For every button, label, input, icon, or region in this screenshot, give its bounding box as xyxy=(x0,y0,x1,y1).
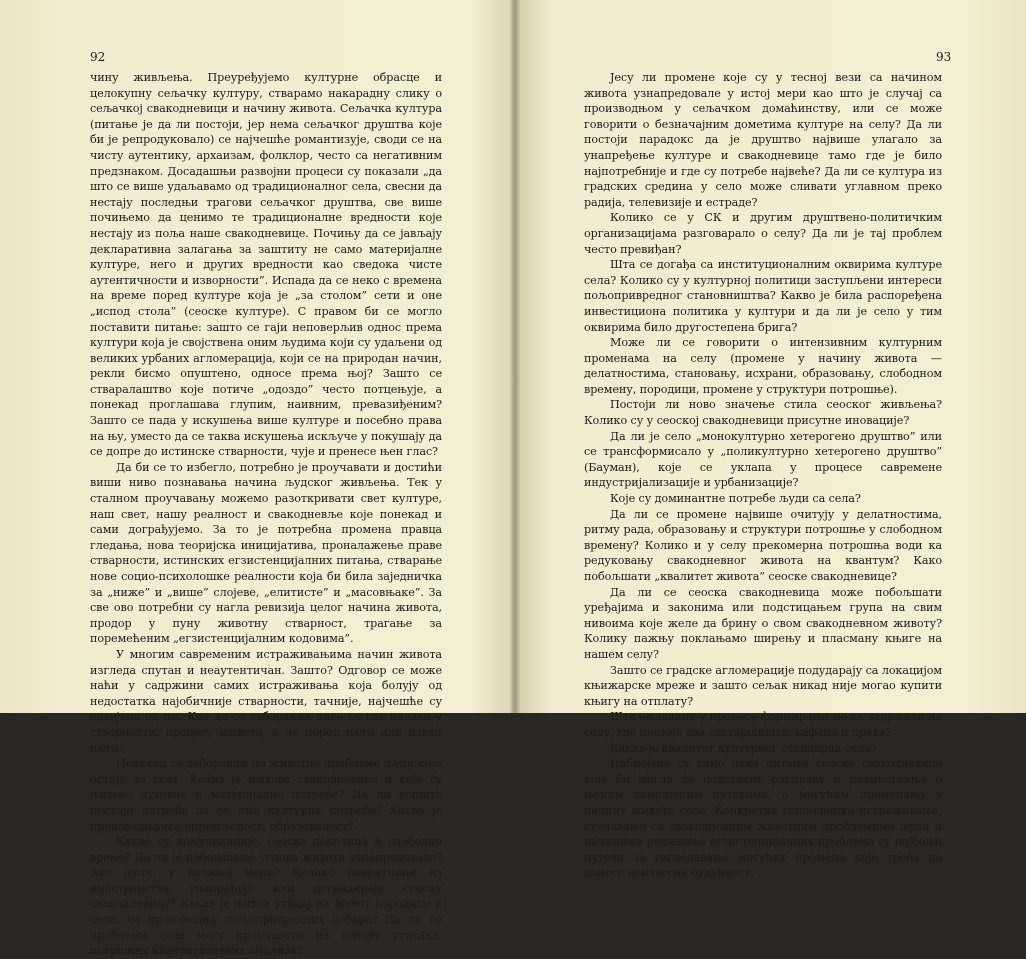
paragraph: Колико се у СК и другим друштвено-политичким организацијама разговарало о селу? Да ли је тај проблем често превиђан? xyxy=(584,211,942,256)
page-body xyxy=(90,70,442,959)
paragraph: Постоји ли ново значење стила сеоског живљења? Колико су у сеоској свакодневици присутне иновације? xyxy=(584,398,942,428)
paragraph: Понекад се заборавља на животне проблеме људи који остају на селу. Каква је њихова свакодневица и које су њихове духовне и материјалне потребе? Да ли уопште постоји потреба да се има културна потреба? Каква је производњачка опремљеност, образованост? xyxy=(90,757,442,833)
paragraph: Набројана су само нека питања сеоске свакодневице која би могла да подстакну расправу и размишљања о њеним замршеним путевима, о могућим променама у начину живота села. Конкретна социолошка истраживања, суочавање са свакодневним животним проблемима људи и начинима решавања егзистенцијалних проблема су најбољи путеви за сагледавање могућих промена које треба да донесе неизвесна будућност. xyxy=(584,757,942,880)
paragraph: Зашто се градске агломерације подударају са локацијом књижарске мреже и зашто сељак никад није могао купити књигу на отплату? xyxy=(584,663,942,708)
paragraph: Јесу ли промене које су у тесној вези са начином живота узнапредовале у истој мери као што је случај са производњом у сељачком домаћинству, или се може говорити о безначајним дометима културе на селу? Да ли постоји парадокс да је друштво највише улагало за унапређење културе и свакодневице тамо где је било најпотребније и где су потребе највеће? Да ли се култура из градских средина у село може сливати углавном преко радија, телевизије и естраде? xyxy=(584,71,942,209)
paragraph: Шта се догађа са институционалним оквирима културе села? Колико су у културној политици заступљени интереси пољопривредног становништва? Какво је била распоређена инвестициона политика у култури и да ли је село у тим оквирима било другостепена брига? xyxy=(584,258,942,334)
paragraph: Да ли се промене највише очитују у делатностима, ритму рада, образовању и структури потрошње у слободном времену? Колико и у селу прекомерна потрошња води ка редуковању свакодневног живота на квантум? Како побољшати „квалитет живота” сеоске свакодневице? xyxy=(584,507,942,583)
page-number: 92 xyxy=(90,50,106,64)
paragraph: Које су доминантне потребе људи са села? xyxy=(610,492,861,506)
page-body xyxy=(584,70,942,881)
paragraph: Да ли се сеоска свакодневица може побољшати уређајима и законима или подстицањем група на свим нивоима које желе да брину о свом свакодневном животу? Колику пажњу поклањамо ширењу и пласману књиге на нашем селу? xyxy=(584,585,942,661)
paragraph: Шта омладину у процесу формирања може задржати на селу, где постоје два састајалишта: кафана и црква? xyxy=(584,710,942,739)
paragraph: Какве су комуникације, сеоска доколица и слободно време? Да ли је побољшање услова живота узнапредовало? Ако јесте, у коликој мери? Колико повратници из иностранства унапређују или деградирају сеоску свакодневицу? Какав је њихов утицај на живот породице и села, на производњу пољопривредних добара? Да ли се проблеми села могу проучавати на основу утисака, површних квантитативних анализа? xyxy=(90,835,442,958)
right-page xyxy=(516,0,1026,880)
paragraph: чину живљења. Преуређујемо културне обрасце и целокупну сељачку културу, стварамо накарадну слику о сељачкој свакодневици и начину живота. Сељачка култура (питање је да ли постоји, јер нема сељачког друштва које би је репродуковало) се најчешће романтизује, своди се на чисту аутентику, архаизам, фолклор, често са негативним предзнаком. Досадашњи развојни процеси су показали „да што се више удаљавамо од традиционалног села, свесни да нестају последњи трагови сељачког друштва, све више почињемо да ценимо те традиционалне вредности које нестају из поља наше свакодневице. Почињу да се јављају декларативна залагања за заштиту не само материјалне културе, него и других вредности као сведока чисте аутентичности и изворности”. Испада да се неко с времена на време поред културе која је „за столом” сети и оне „испод стола” (сеоске културе). С правом би се могло поставити питање: зашто се гаји неповерљив однос према култури која је својствена оним људима који су удаљени од великих урбаних агломерација, који се на природан начин, рекли бисмо опуштено, односе према њој? Зашто се стваралаштво које потиче „одоздо” често потцењује, а понекад проглашава глупим, наивним, превазиђеним? Зашто се пада у искушења више културе и посебно права на њу, уместо да се таква искушења искључе у покушају да се допре до истинске стварности, чује и пренесе њен глас? xyxy=(90,71,442,459)
paragraph: Какав је квалитет културног стандарда села? xyxy=(610,741,877,755)
page-number: 93 xyxy=(936,50,952,64)
paragraph: Може ли се говорити о интензивним културним променама на селу (промене у начину живота — делатностима, становању, исхрани, образовању, слободном времену, породици, промене у структури потрошње). xyxy=(584,336,942,396)
paragraph: Да би се то избегло, потребно је проучавати и достићи виши ниво познавања начина људског живљења. Тек у сталном проучавању можемо разоткривати свет културе, наш свет, нашу реалност и свакодневље које понекад и сами дограђујемо. За то је потребна промена правца гледања, нова теоријска иницијатива, проналажење праве стварности, истинских егзистенцијалних питања, стварање нове социо-психолошке реалности која би била заједничка за „ниже” и „више” слојеве, „елитисте” и „масовњаке”. За све ово потребни су нагла ревизија целог начина живота, продор у пуну животну стварност, трагање за поремећеним „егзистенцијалним кодовима”. xyxy=(90,460,442,646)
left-page xyxy=(0,0,512,958)
paragraph: Да ли је село „монокултурно хетерогено друштво” или се трансформисало у „поликултурно хетерогено друштво” (Бауман), које се уклапа у процесе савремене индустријализације и урбанизације? xyxy=(584,429,942,490)
paragraph: У многим савременим истраживањима начин живота изгледа спутан и неаутентичан. Зашто? Одговор се може наћи у садржини самих истраживања која болују од недостатка најобичније стварности, тачније, најчешће су одвојена од ње. Као да се заборавља како се све налази у стварности, процесу живота, а не поред њега или изван њега. xyxy=(90,647,442,755)
